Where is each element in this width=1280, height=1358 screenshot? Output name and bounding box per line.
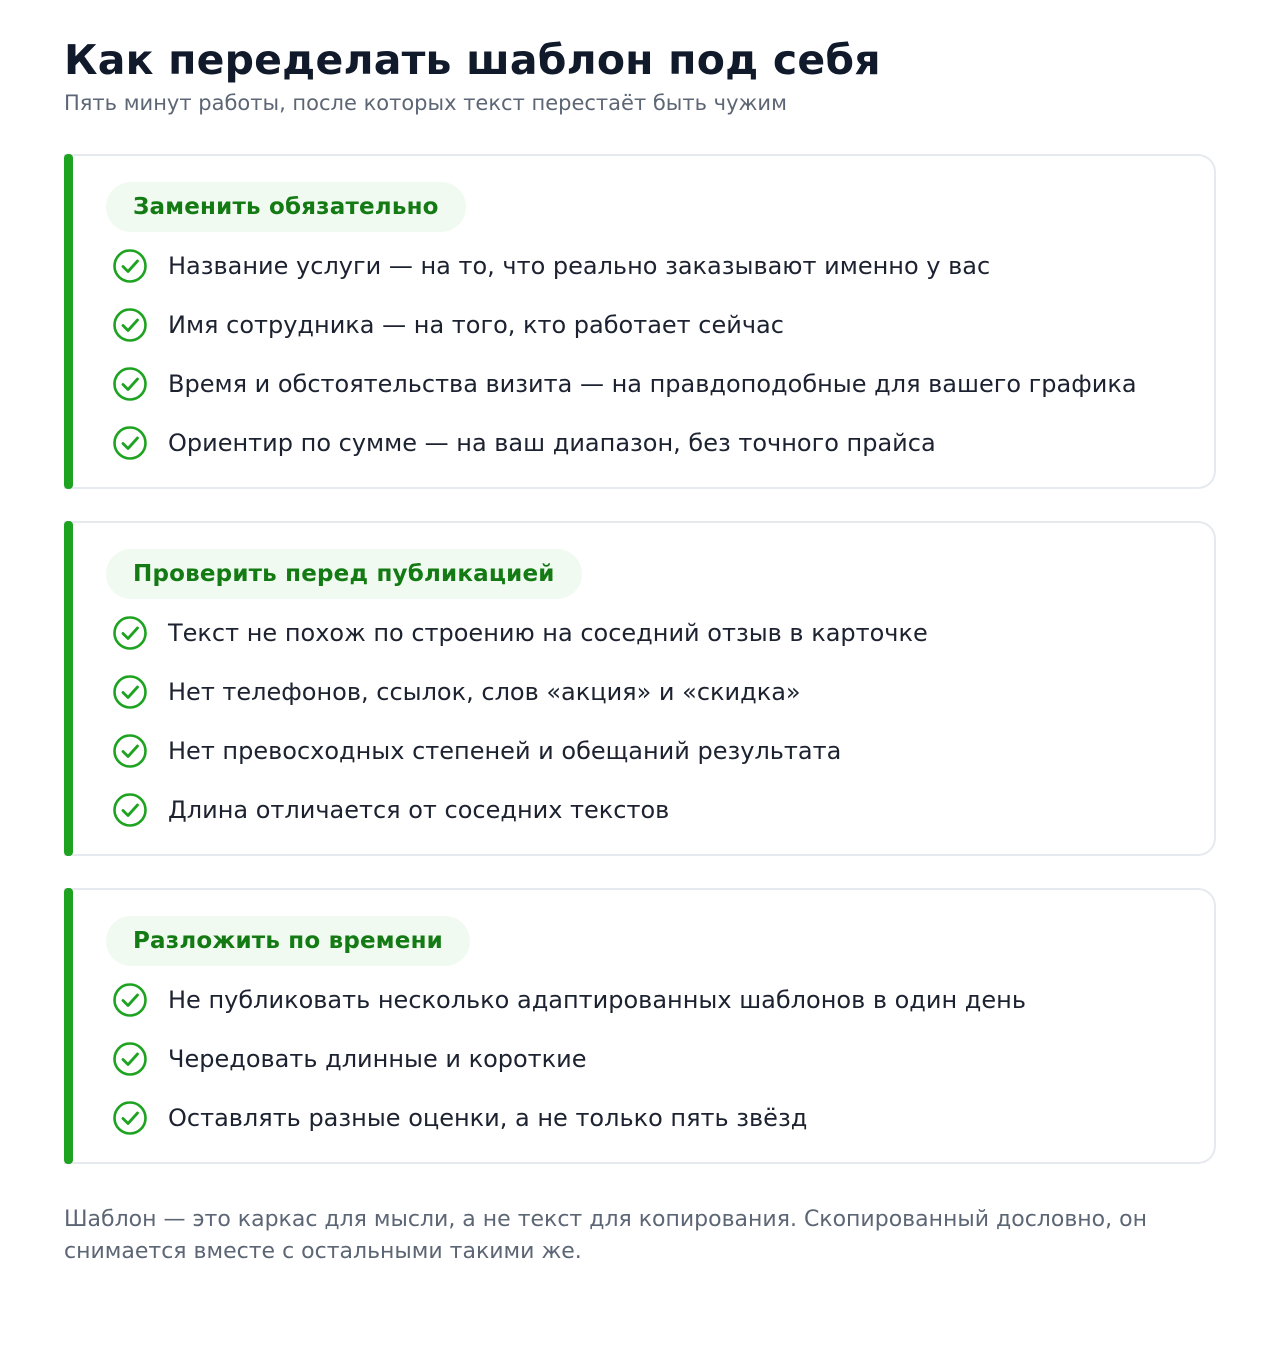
check-circle-icon <box>112 366 148 402</box>
checklist-item <box>106 425 1174 461</box>
checklist-item <box>106 733 1174 769</box>
checklist-item <box>106 1100 1174 1136</box>
checklist-item <box>106 792 1174 828</box>
checklist-item-text: Имя сотрудника — на того, кто работает сейчас <box>168 311 784 339</box>
check-circle-icon <box>112 248 148 284</box>
section-cards <box>64 154 1216 1164</box>
checklist-item-text: Текст не похож по строению на соседний отзыв в карточке <box>168 619 928 647</box>
page-subtitle: Пять минут работы, после которых текст перестаёт быть чужим <box>64 91 787 115</box>
checklist-item <box>106 982 1174 1018</box>
check-circle-icon <box>112 733 148 769</box>
checklist-item <box>106 1041 1174 1077</box>
checklist-item-text: Оставлять разные оценки, а не только пять звёзд <box>168 1104 808 1132</box>
section-card-replace <box>64 154 1216 489</box>
check-circle-icon <box>112 792 148 828</box>
section-badge: Разложить по времени <box>106 916 470 966</box>
checklist-item-text: Нет превосходных степеней и обещаний результата <box>168 737 842 765</box>
check-circle-icon <box>112 1041 148 1077</box>
checklist <box>106 982 1174 1136</box>
checklist-item <box>106 366 1174 402</box>
section-badge: Проверить перед публикацией <box>106 549 582 599</box>
footer-note: Шаблон — это каркас для мысли, а не текст для копирования. Скопированный дословно, он снимается вместе с остальными такими же. <box>64 1207 1147 1264</box>
checklist-item <box>106 248 1174 284</box>
checklist <box>106 248 1174 461</box>
check-circle-icon <box>112 425 148 461</box>
checklist-item-text: Название услуги — на то, что реально заказывают именно у вас <box>168 252 991 280</box>
check-circle-icon <box>112 307 148 343</box>
checklist-item <box>106 674 1174 710</box>
checklist <box>106 615 1174 828</box>
checklist-item-text: Не публиковать несколько адаптированных шаблонов в один день <box>168 986 1026 1014</box>
section-card-schedule <box>64 888 1216 1164</box>
check-circle-icon <box>112 1100 148 1136</box>
section-card-check <box>64 521 1216 856</box>
check-circle-icon <box>112 982 148 1018</box>
checklist-item-text: Нет телефонов, ссылок, слов «акция» и «скидка» <box>168 678 801 706</box>
section-badge: Заменить обязательно <box>106 182 466 232</box>
check-circle-icon <box>112 615 148 651</box>
checklist-item <box>106 615 1174 651</box>
page-title: Как переделать шаблон под себя <box>64 36 881 84</box>
checklist-item-text: Длина отличается от соседних текстов <box>168 796 670 824</box>
checklist-item <box>106 307 1174 343</box>
checklist-item-text: Ориентир по сумме — на ваш диапазон, без точного прайса <box>168 429 936 457</box>
checklist-item-text: Чередовать длинные и короткие <box>168 1045 587 1073</box>
check-circle-icon <box>112 674 148 710</box>
checklist-item-text: Время и обстоятельства визита — на правдоподобные для вашего графика <box>168 370 1137 398</box>
